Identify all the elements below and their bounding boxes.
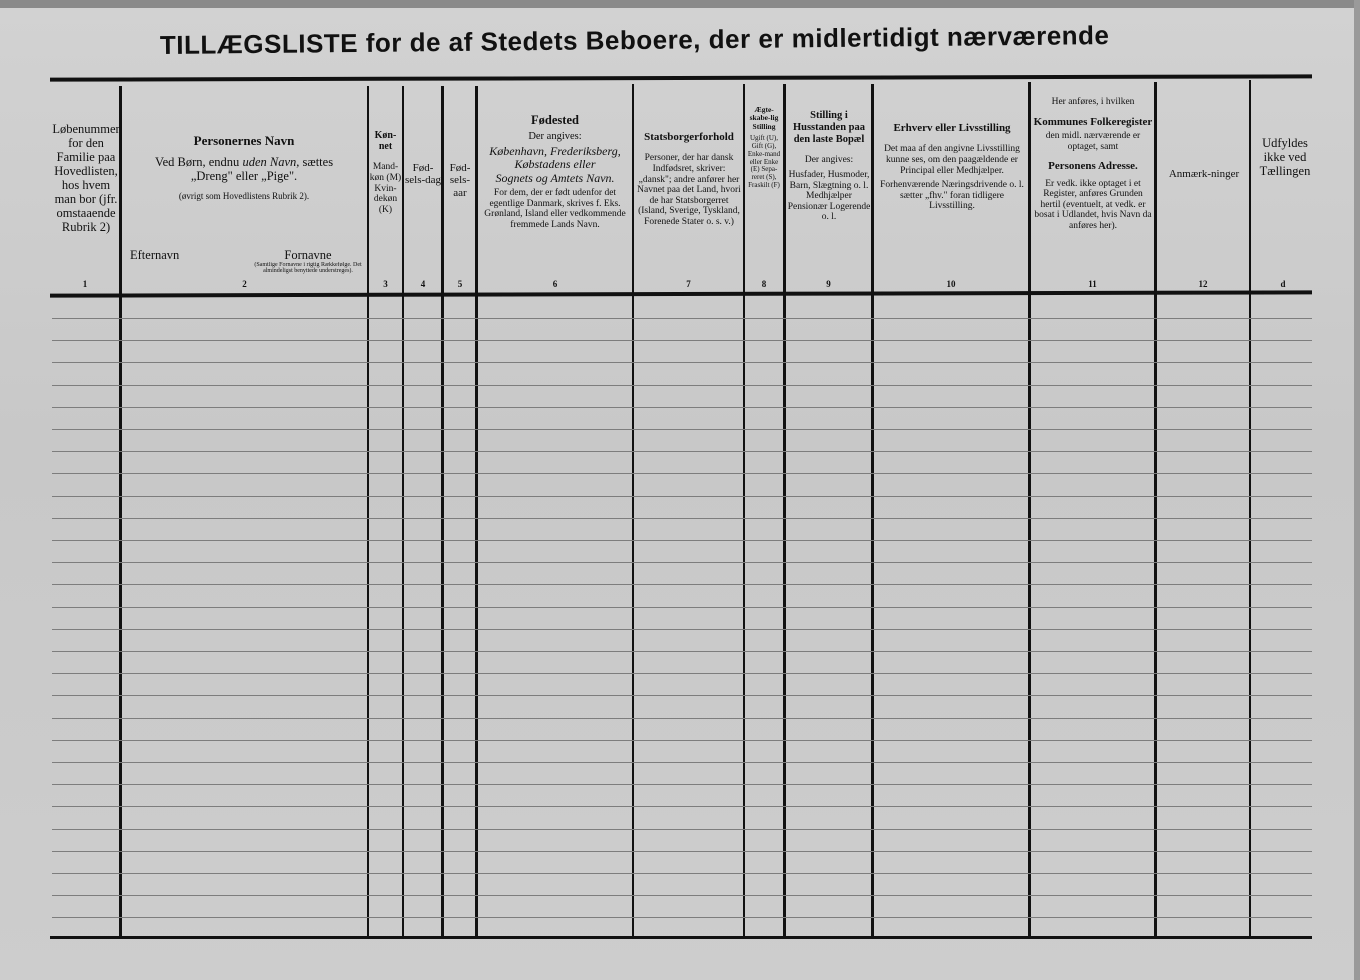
col3-heading: Køn-net xyxy=(374,130,397,153)
table-row-rule xyxy=(52,451,1312,452)
table-row-rule xyxy=(52,806,1312,807)
col6-italic: København, Frederiksberg, Købstadens eller xyxy=(489,143,621,172)
table-row-rule xyxy=(52,496,1312,497)
col-number-3: 3 xyxy=(383,279,388,289)
col4-text: Fød-sels-dag xyxy=(404,162,442,187)
col2-line1-italic: uden Navn, xyxy=(242,154,300,169)
table-row-rule xyxy=(52,540,1312,541)
table-row-rule xyxy=(52,629,1312,630)
header-col-10 xyxy=(876,122,1028,212)
header-col-3 xyxy=(369,130,402,216)
col5-text: Fød-sels-aar xyxy=(449,162,471,199)
header-col-5 xyxy=(444,162,476,199)
col10-heading: Erhverv eller Livsstilling xyxy=(893,122,1011,134)
col-number-10: 10 xyxy=(946,279,956,289)
col2-line1-end: sættes xyxy=(302,154,334,169)
table-row-rule xyxy=(52,407,1312,408)
table-row-rule xyxy=(52,917,1312,918)
header-col-d xyxy=(1256,136,1314,178)
table-row-rule xyxy=(52,318,1312,319)
table-row-rule xyxy=(52,362,1312,363)
col-divider-9 xyxy=(871,84,874,938)
table-row-rule xyxy=(52,651,1312,652)
col10-text2: Forhenværende Næringsdrivende o. l. sætter „fhv." foran tidligere Livsstilling. xyxy=(880,180,1024,212)
col9-sub: Der angives: xyxy=(804,155,854,166)
col-number-1: 1 xyxy=(82,279,88,289)
scan-edge-top xyxy=(0,0,1360,8)
col-number-4: 4 xyxy=(420,279,426,289)
table-row-rule xyxy=(52,829,1312,830)
col-number-6: 6 xyxy=(552,279,558,289)
col-divider-7 xyxy=(743,84,745,938)
col12-text: Anmærk-ninger xyxy=(1168,168,1240,180)
col-divider-4 xyxy=(441,86,444,938)
col6-sub: Der angives: xyxy=(528,131,582,142)
table-row-rule xyxy=(52,740,1312,741)
col7-text: Personer, der har dansk Indfødsret, skriver: „dansk"; andre anfører her Navnet paa det Land, hvori de har Statsborgerret (Island, Sverige, Tyskland, Forenede Stater o. s. v.) xyxy=(637,153,741,228)
col11-text2: Er vedk. ikke optaget i et Register, anføres Grunden hertil (eventuelt, at vedk. er bosat i Udlandet, hvis Navn da anføres her). xyxy=(1034,178,1152,231)
col10-text1: Det maa af den angivne Livsstilling kunne ses, om den paagældende er Principal eller Medhjælper. xyxy=(884,144,1020,176)
col3-text: Mand-køn (M) Kvin-dekøn (K) xyxy=(369,162,402,215)
col9-heading: Stilling i Husstanden paa den laste Bopæl xyxy=(792,110,866,145)
table-row-rule xyxy=(52,429,1312,430)
col2-line2: „Dreng" eller „Pige". xyxy=(190,168,298,183)
col-divider-5 xyxy=(475,86,478,938)
col11-heading2: Personens Adresse. xyxy=(1048,160,1138,173)
header-col-12 xyxy=(1160,168,1248,180)
col2-line1: Ved Børn, endnu xyxy=(154,154,240,169)
header-col-1 xyxy=(52,122,120,234)
col6-text1: For dem, der er født udenfor det egentlige Danmark, skrives f. Eks. Grønland, Island eller vedkommende fremmede Lands Navn. xyxy=(484,188,626,230)
header-col-7 xyxy=(635,131,743,228)
col-number-d: d xyxy=(1280,279,1286,289)
col6-heading: Fødested xyxy=(531,113,579,127)
col6-italic2: Sognets og Amtets Navn. xyxy=(495,170,615,185)
form-title: TILLÆGSLISTE for de af Stedets Beboere, der er midlertidigt nærværende xyxy=(159,20,1110,60)
col2-sub-fornavne: Fornavne xyxy=(284,248,332,262)
header-col-8 xyxy=(745,106,783,190)
col-number-12: 12 xyxy=(1198,279,1208,289)
col-number-9: 9 xyxy=(826,279,831,289)
col7-heading: Statsborgerforhold xyxy=(644,131,734,143)
col2-heading: Personernes Navn xyxy=(193,134,295,148)
header-col-9 xyxy=(787,110,871,223)
col-divider-10 xyxy=(1028,82,1031,938)
col-divider-3 xyxy=(402,86,404,938)
col-number-11: 11 xyxy=(1088,279,1097,289)
col-divider-12 xyxy=(1249,80,1251,938)
col2-sub-efternavn: Efternavn xyxy=(130,248,180,262)
table-row-rule xyxy=(52,695,1312,696)
col11-intro: Her anføres, i hvilken xyxy=(1051,97,1135,107)
col-number-2: 2 xyxy=(242,279,247,289)
col-number-5: 5 xyxy=(457,279,463,289)
col-number-7: 7 xyxy=(686,279,691,289)
table-row-rule xyxy=(52,518,1312,519)
table-bottom-rule xyxy=(50,936,1312,939)
table-row-rule xyxy=(52,762,1312,763)
table-row-rule xyxy=(52,873,1312,874)
col8-text: Ugift (U), Gift (G), Enke-mand eller Enke (E) Sepa-reret (S), Fraskilt (F) xyxy=(747,134,781,190)
table-row-rule xyxy=(52,385,1312,386)
col8-heading: Ægte-skabe-lig Stilling xyxy=(749,106,779,131)
col11-heading: Kommunes Folkeregister xyxy=(1033,115,1153,128)
table-row-rule xyxy=(52,851,1312,852)
col1-text: Løbenummer for den Familie paa Hovedlisten, hos hvem man bor (jfr. omstaaende Rubrik 2) xyxy=(52,122,120,234)
table-row-rule xyxy=(52,584,1312,585)
col2-line3: (øvrigt som Hovedlistens Rubrik 2). xyxy=(178,190,310,201)
table-row-rule xyxy=(52,895,1312,896)
table-row-rule xyxy=(52,607,1312,608)
col9-text: Husfader, Husmoder, Barn, Slægtning o. l. Medhjælper Pensionær Logerende o. l. xyxy=(787,169,871,223)
col11-text1: den midl. nærværende er optaget, samt xyxy=(1045,130,1141,152)
header-col-11 xyxy=(1032,97,1154,232)
table-row-rule xyxy=(52,784,1312,785)
header-col-2 xyxy=(124,134,364,201)
col-divider-6 xyxy=(632,84,634,938)
table-row-rule xyxy=(52,473,1312,474)
header-bottom-rule xyxy=(50,290,1312,297)
header-col-4 xyxy=(404,162,442,187)
col-number-8: 8 xyxy=(761,279,767,289)
table-row-rule xyxy=(52,562,1312,563)
header-top-rule xyxy=(50,74,1312,81)
col-divider-11 xyxy=(1154,82,1157,938)
col2-sub-note: (Samtlige Fornavne i rigtig Rækkefølge. Det almindeligst benyttede understreges). xyxy=(254,262,362,275)
col-divider-8 xyxy=(783,84,786,938)
table-row-rule xyxy=(52,673,1312,674)
table-row-rule xyxy=(52,340,1312,341)
table-row-rule xyxy=(52,718,1312,719)
cold-text: Udfyldes ikke ved Tællingen xyxy=(1259,136,1311,178)
header-col-6 xyxy=(479,113,631,231)
scan-edge-right xyxy=(1354,0,1360,980)
